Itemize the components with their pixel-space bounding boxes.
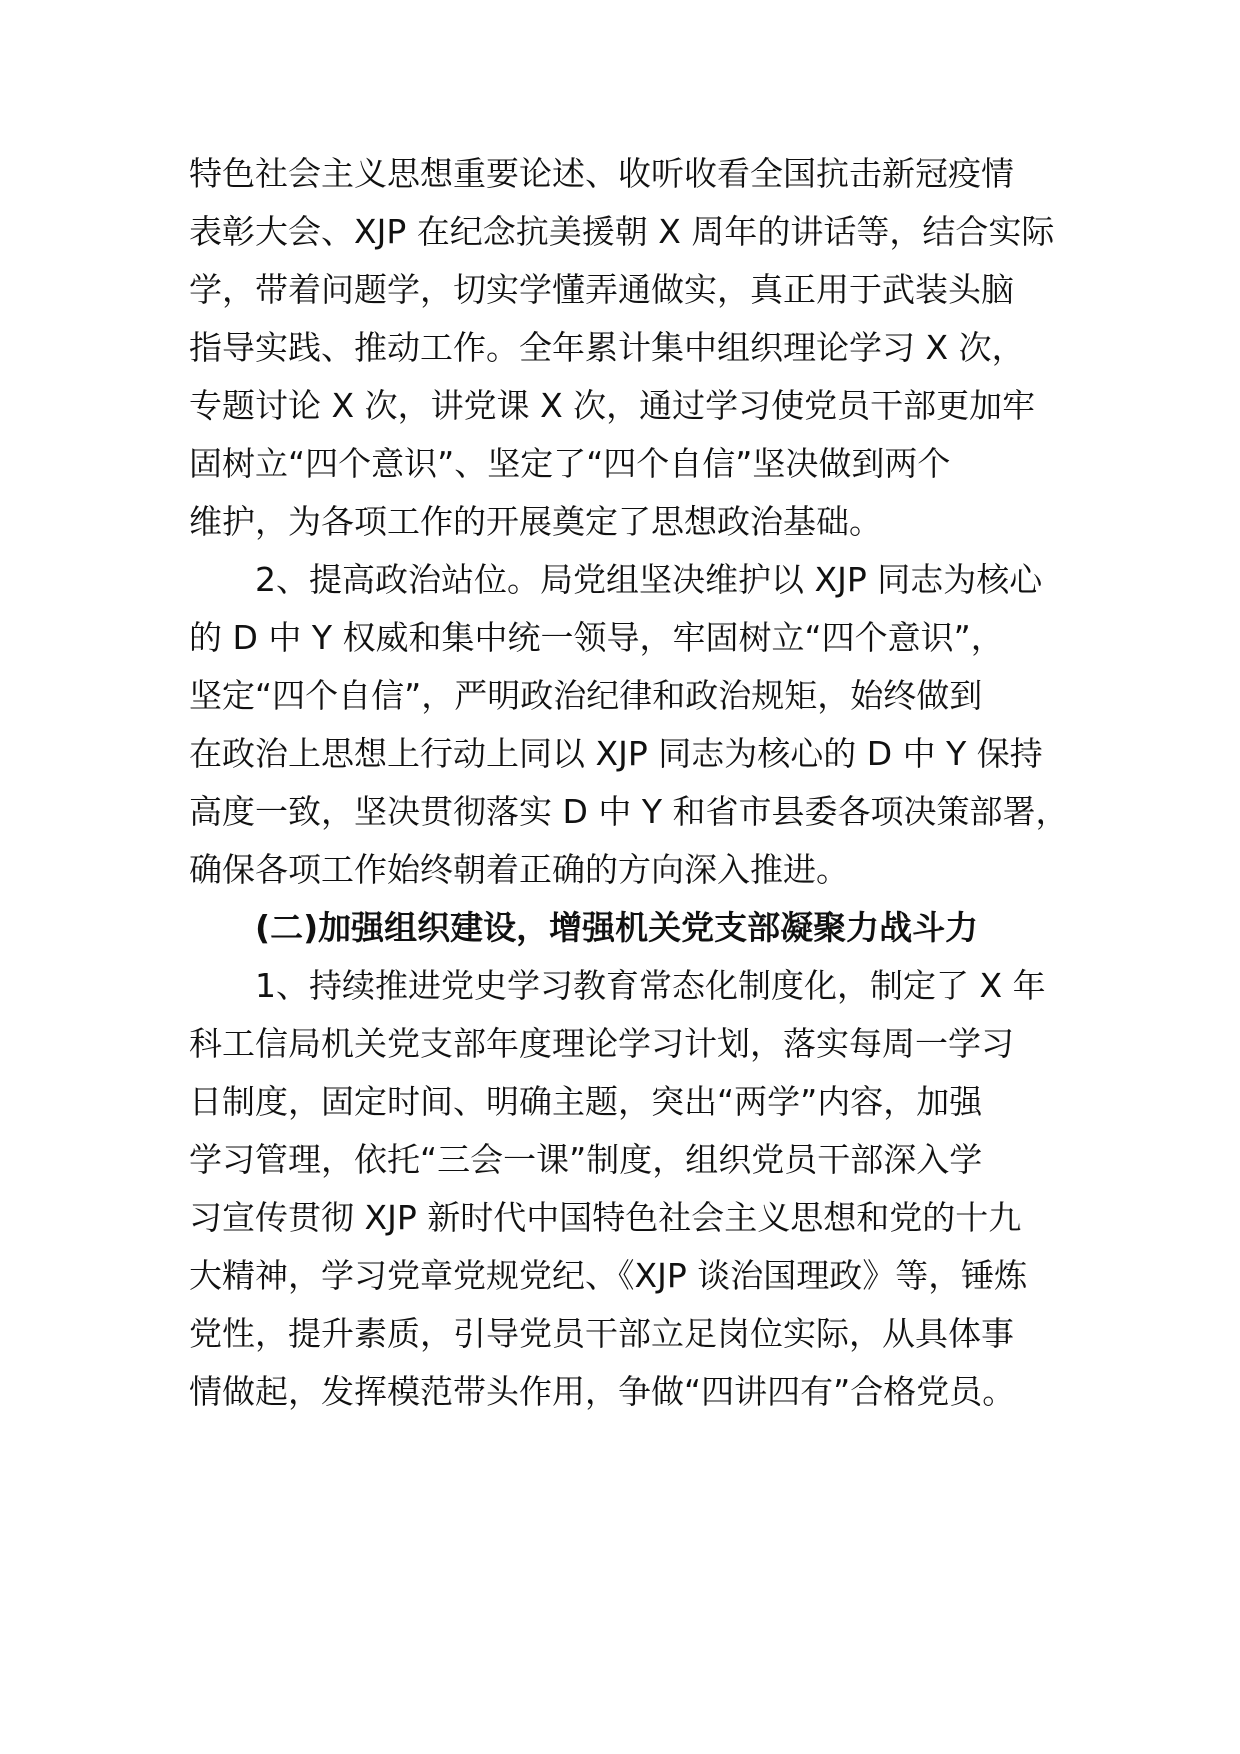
text-line: 表彰大会、XJP 在纪念抗美援朝 X 周年的讲话等，结合实际 [189, 212, 1055, 251]
text-line: 维护，为各项工作的开展奠定了思想政治基础。 [189, 502, 882, 541]
text-line: 习宣传贯彻 XJP 新时代中国特色社会主义思想和党的十九 [189, 1198, 1022, 1237]
text-line: 情做起，发挥模范带头作用，争做“四讲四有”合格党员。 [189, 1372, 1016, 1411]
text-line: 学习管理，依托“三会一课”制度，组织党员干部深入学 [189, 1140, 983, 1179]
text-line: 坚定“四个自信”，严明政治纪律和政治规矩，始终做到 [189, 676, 983, 715]
text-line: 学，带着问题学，切实学懂弄通做实，真正用于武装头脑 [189, 270, 1014, 309]
text-line: 特色社会主义思想重要论述、收听收看全国抗击新冠疫情 [189, 154, 1014, 193]
text-line: 日制度，固定时间、明确主题，突出“两学”内容，加强 [189, 1082, 983, 1121]
paragraph-start-line: 2、提高政治站位。局党组坚决维护以 XJP 同志为核心 [255, 560, 1043, 599]
text-line: 的 D 中 Y 权威和集中统一领导，牢固树立“四个意识”， [189, 618, 1004, 657]
text-line: 固树立“四个意识”、坚定了“四个自信”坚决做到两个 [189, 444, 951, 483]
text-line: 高度一致，坚决贯彻落实 D 中 Y 和省市县委各项决策部署， [189, 792, 1069, 831]
text-line: 在政治上思想上行动上同以 XJP 同志为核心的 D 中 Y 保持 [189, 734, 1043, 773]
text-line: 党性，提升素质，引导党员干部立足岗位实际，从具体事 [189, 1314, 1014, 1353]
paragraph-start-line: 1、持续推进党史学习教育常态化制度化，制定了 X 年 [255, 966, 1046, 1005]
text-line: 科工信局机关党支部年度理论学习计划，落实每周一学习 [189, 1024, 1014, 1063]
text-line: 大精神，学习党章党规党纪、《XJP 谈治国理政》等，锤炼 [189, 1256, 1028, 1295]
text-line: 确保各项工作始终朝着正确的方向深入推进。 [189, 850, 849, 889]
text-line: 指导实践、推动工作。全年累计集中组织理论学习 X 次， [189, 328, 1025, 367]
text-line: 专题讨论 X 次，讲党课 X 次，通过学习使党员干部更加牢 [189, 386, 1036, 425]
section-heading: (二)加强组织建设，增强机关党支部凝聚力战斗力 [255, 908, 979, 947]
